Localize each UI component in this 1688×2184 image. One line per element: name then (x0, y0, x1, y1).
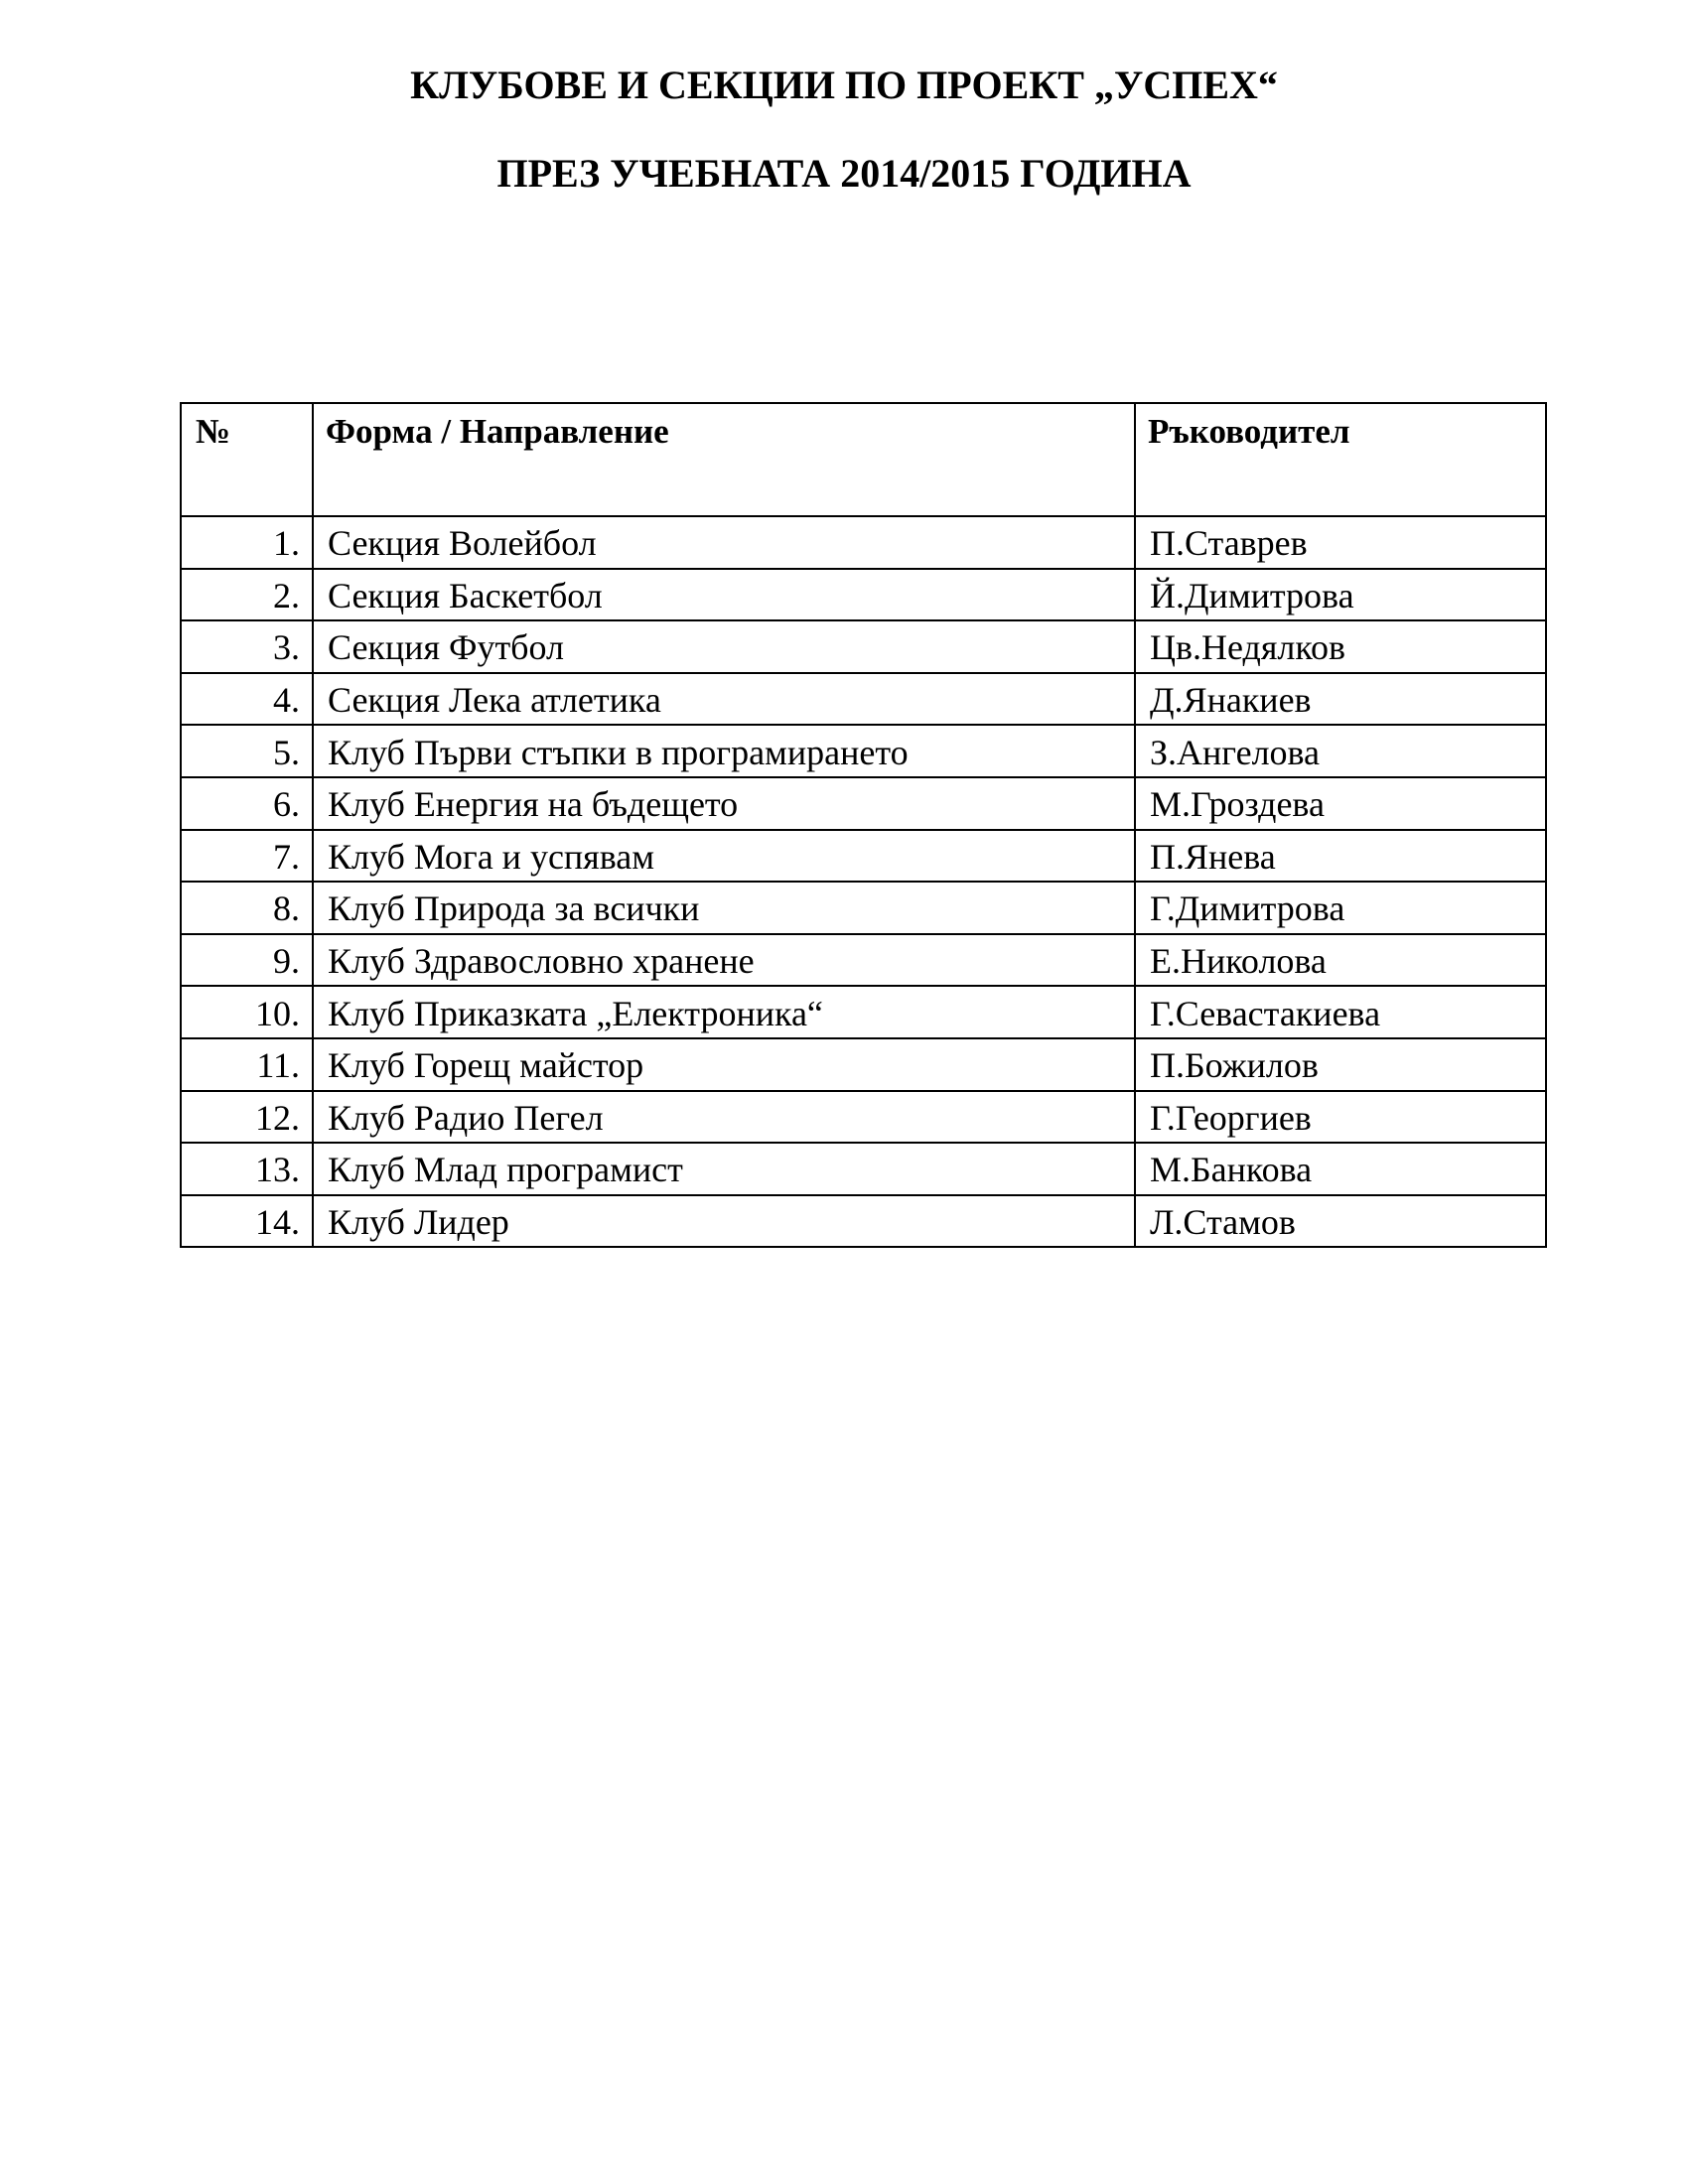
row-number: 2. (181, 569, 313, 621)
header-form: Форма / Направление (313, 403, 1135, 516)
table-row (181, 934, 1546, 987)
table-row (181, 725, 1546, 777)
table-row (181, 1143, 1546, 1195)
row-leader: Цв.Недялков (1135, 620, 1546, 673)
row-leader: М.Гроздева (1135, 777, 1546, 830)
row-number: 1. (181, 516, 313, 569)
row-form: Клуб Енергия на бъдещето (313, 777, 1135, 830)
table-row (181, 882, 1546, 934)
row-number: 5. (181, 725, 313, 777)
row-form: Секция Лека атлетика (313, 673, 1135, 726)
row-number: 3. (181, 620, 313, 673)
row-number: 13. (181, 1143, 313, 1195)
row-form: Секция Футбол (313, 620, 1135, 673)
row-leader: Г.Димитрова (1135, 882, 1546, 934)
row-number: 7. (181, 830, 313, 883)
table-row (181, 1195, 1546, 1248)
table-row (181, 516, 1546, 569)
row-number: 4. (181, 673, 313, 726)
document-title-line-2: ПРЕЗ УЧЕБНАТА 2014/2015 ГОДИНА (496, 151, 1192, 196)
row-number: 14. (181, 1195, 313, 1248)
row-leader: Г.Севастакиева (1135, 986, 1546, 1038)
row-leader: Й.Димитрова (1135, 569, 1546, 621)
row-leader: Д.Янакиев (1135, 673, 1546, 726)
table-row (181, 777, 1546, 830)
table-row (181, 1038, 1546, 1091)
row-leader: П.Янева (1135, 830, 1546, 883)
row-form: Секция Волейбол (313, 516, 1135, 569)
row-form: Клуб Здравословно хранене (313, 934, 1135, 987)
table-header-row (181, 403, 1546, 516)
row-leader: Л.Стамов (1135, 1195, 1546, 1248)
document-title-line-1: КЛУБОВЕ И СЕКЦИИ ПО ПРОЕКТ „УСПЕХ“ (410, 63, 1278, 107)
row-number: 12. (181, 1091, 313, 1144)
row-number: 6. (181, 777, 313, 830)
table-row (181, 830, 1546, 883)
header-leader: Ръководител (1135, 403, 1546, 516)
row-leader: М.Банкова (1135, 1143, 1546, 1195)
row-form: Клуб Природа за всички (313, 882, 1135, 934)
row-form: Клуб Мога и успявам (313, 830, 1135, 883)
row-form: Клуб Горещ майстор (313, 1038, 1135, 1091)
row-leader: З.Ангелова (1135, 725, 1546, 777)
row-leader: Г.Георгиев (1135, 1091, 1546, 1144)
table-row (181, 1091, 1546, 1144)
row-leader: П.Ставрев (1135, 516, 1546, 569)
row-leader: Е.Николова (1135, 934, 1546, 987)
row-number: 9. (181, 934, 313, 987)
row-form: Клуб Първи стъпки в програмирането (313, 725, 1135, 777)
table-row (181, 673, 1546, 726)
header-number: № (181, 403, 313, 516)
row-form: Клуб Млад програмист (313, 1143, 1135, 1195)
row-form: Клуб Лидер (313, 1195, 1135, 1248)
row-number: 10. (181, 986, 313, 1038)
table-row (181, 569, 1546, 621)
row-form: Клуб Приказката „Електроника“ (313, 986, 1135, 1038)
row-form: Клуб Радио Пегел (313, 1091, 1135, 1144)
table-row (181, 620, 1546, 673)
clubs-table (180, 402, 1547, 1248)
table-row (181, 986, 1546, 1038)
row-form: Секция Баскетбол (313, 569, 1135, 621)
row-number: 11. (181, 1038, 313, 1091)
row-number: 8. (181, 882, 313, 934)
row-leader: П.Божилов (1135, 1038, 1546, 1091)
